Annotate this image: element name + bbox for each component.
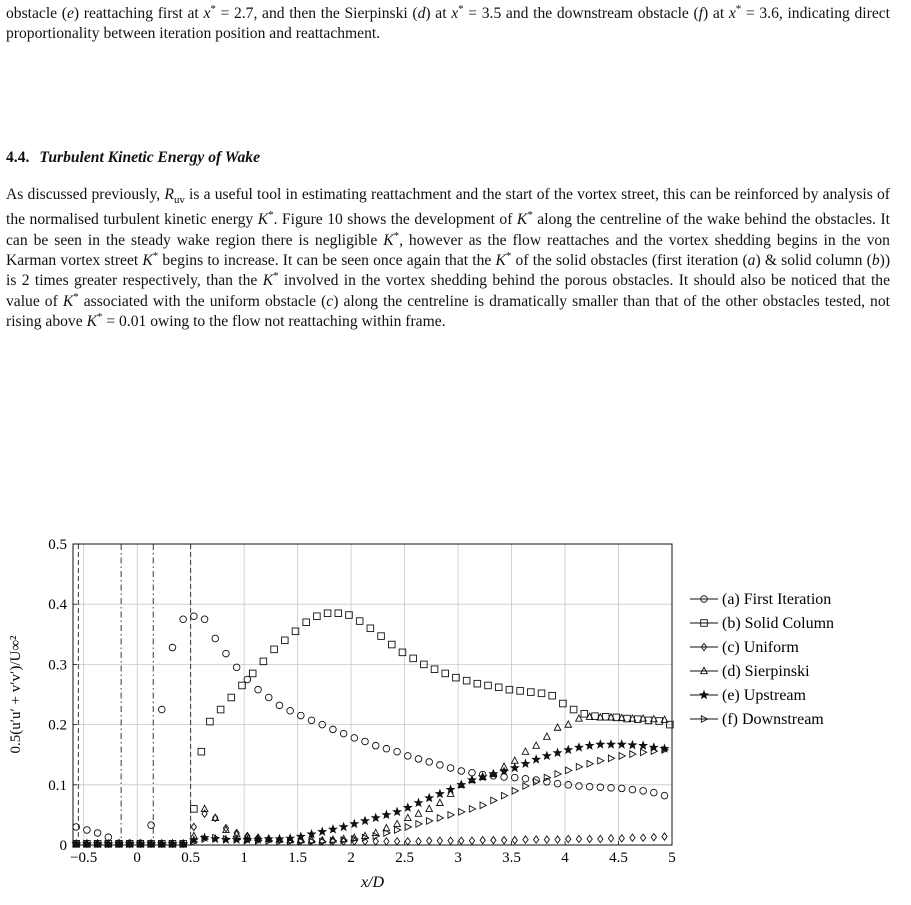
data-point-square — [314, 613, 321, 620]
data-point-square — [474, 680, 481, 687]
data-point-circle — [223, 650, 230, 657]
data-point-circle — [298, 712, 305, 719]
data-point-square — [367, 625, 374, 632]
data-point-square — [581, 710, 588, 717]
data-point-diamond — [534, 836, 539, 843]
data-point-star — [554, 749, 562, 756]
data-point-triangle-up — [404, 814, 411, 820]
data-point-square — [260, 658, 267, 665]
data-point-circle — [447, 765, 454, 772]
data-point-triangle-up — [533, 742, 540, 748]
data-point-star — [564, 746, 572, 753]
data-point-square — [217, 706, 224, 713]
data-point-star — [618, 741, 626, 748]
data-point-circle — [148, 822, 155, 829]
data-point-star — [329, 825, 337, 832]
x-tick-label: 0.5 — [181, 850, 201, 866]
data-point-circle — [629, 786, 636, 793]
x-axis-label: x/D — [360, 874, 385, 891]
data-point-diamond — [630, 834, 635, 841]
data-point-star — [372, 814, 380, 821]
data-point-square — [281, 637, 288, 644]
data-point-triangle-right — [566, 767, 572, 774]
data-point-star — [308, 830, 316, 837]
data-point-star — [543, 752, 551, 759]
data-point-triangle-up — [565, 721, 572, 727]
data-point-square — [249, 670, 256, 677]
data-point-triangle-right — [523, 783, 529, 790]
y-tick-label: 0.3 — [48, 657, 67, 674]
data-point-diamond — [416, 838, 421, 845]
plot-frame — [73, 544, 672, 845]
data-point-circle — [287, 707, 294, 714]
data-point-triangle-right — [587, 760, 593, 767]
data-point-diamond — [608, 835, 613, 842]
data-point-square — [271, 646, 278, 653]
data-point-triangle-right — [394, 827, 400, 834]
data-point-circle — [426, 759, 433, 766]
x-tick-label: 4 — [561, 850, 569, 866]
data-point-star — [393, 808, 401, 815]
section-heading — [6, 149, 260, 167]
data-point-triangle-right — [427, 818, 433, 825]
y-tick-label: 0.2 — [48, 717, 67, 734]
data-point-triangle-right — [555, 771, 561, 778]
data-point-star — [436, 790, 444, 797]
data-point-diamond — [448, 837, 453, 844]
data-point-triangle-up — [426, 805, 433, 811]
data-point-diamond — [469, 837, 474, 844]
data-point-star — [425, 794, 433, 801]
data-point-star — [532, 756, 540, 763]
data-point-diamond — [598, 835, 603, 842]
data-point-star — [639, 742, 647, 749]
x-tick-label: 1 — [240, 850, 248, 866]
data-point-circle — [340, 730, 347, 737]
data-point-diamond — [427, 837, 432, 844]
data-point-square — [528, 689, 535, 696]
data-point-triangle-right — [640, 749, 646, 756]
data-point-diamond — [576, 835, 581, 842]
data-point-diamond — [640, 834, 645, 841]
data-point-circle — [651, 789, 658, 796]
data-point-circle — [404, 753, 411, 760]
data-point-square — [228, 694, 235, 701]
body-paragraph: As discussed previously, $R_{uv}$ is a useful tool in estimating reattachment and the start of the vortex street, this can be reinforced by analysis of the normalised turbulent kinetic energy K*. Figure 10 shows the development of K* along the centreline of the wake behind the obstacles. It can be seen in the steady wake region there is negligible K*, however as the flow reattaches and the vortex shedding begins in the von Karman vortex street K* begins to increase. It can be seen once again that the K* of the solid obstacles (first iteration (a) & solid column (b)) is 2 times greater respectively, than the K* involved in the vortex shedding behind the porous obstacles. It should also be noticed that the value of K* associated with the uniform obstacle (c) along the centreline is dramatically smaller than that of the other obstacles tested, not rising above K* = 0.01 owing to the flow not reattaching within frame. — [6, 186, 891, 330]
data-point-circle — [608, 785, 615, 792]
data-point-circle — [94, 830, 101, 837]
data-point-square — [549, 692, 556, 699]
data-point-triangle-right — [512, 788, 518, 795]
data-point-circle — [586, 783, 593, 790]
data-point-diamond — [566, 835, 571, 842]
legend-label: (e) Upstream — [722, 687, 806, 704]
data-point-star — [351, 820, 359, 827]
data-point-triangle-right — [630, 751, 636, 758]
data-point-circle — [169, 644, 176, 651]
tke-chart — [0, 520, 911, 900]
data-point-circle — [276, 702, 283, 709]
legend-entry — [690, 615, 834, 632]
data-point-triangle-right — [501, 792, 507, 799]
data-point-circle — [640, 788, 647, 795]
data-point-circle — [511, 774, 518, 781]
data-point-circle — [618, 785, 625, 792]
data-point-diamond — [491, 837, 496, 844]
legend-entry — [690, 639, 799, 656]
data-point-circle — [522, 775, 529, 782]
data-point-square — [517, 688, 524, 695]
data-point-diamond — [459, 837, 464, 844]
data-point-star — [340, 823, 348, 830]
x-tick-label: −0.5 — [70, 850, 98, 866]
data-point-square — [303, 619, 310, 626]
data-point-diamond — [544, 836, 549, 843]
data-point-triangle-right — [598, 757, 604, 764]
data-point-square — [324, 610, 331, 617]
data-point-circle — [265, 694, 272, 701]
section-title: Turbulent Kinetic Energy of Wake — [39, 149, 261, 166]
legend-entry — [690, 711, 824, 728]
data-point-star — [522, 760, 530, 767]
data-point-star — [383, 811, 391, 818]
data-point-triangle-up — [415, 810, 422, 816]
x-tick-label: 2.5 — [395, 850, 414, 866]
data-point-star — [404, 804, 412, 811]
data-point-circle — [180, 616, 187, 623]
data-point-triangle-right — [416, 821, 422, 828]
data-point-circle — [383, 745, 390, 752]
data-point-triangle-up — [544, 733, 551, 739]
data-point-circle — [437, 762, 444, 769]
data-point-triangle-right — [459, 809, 465, 816]
data-point-circle — [351, 735, 358, 742]
legend-label: (b) Solid Column — [722, 615, 835, 632]
legend-label: (f) Downstream — [722, 711, 824, 728]
data-point-square — [431, 666, 438, 673]
data-point-square — [191, 806, 198, 813]
x-tick-label: 5 — [668, 850, 676, 866]
data-point-circle — [554, 780, 561, 787]
data-point-square — [207, 718, 214, 725]
intro-paragraph: obstacle (e) reattaching first at x* = 2.7, and then the Sierpinski (d) at x* = 3.5 and the downstream obstacle (f) at x* = 3.6, indicating direct proportionality between iteration position and reattachment. — [6, 2, 890, 43]
data-point-diamond — [651, 834, 656, 841]
data-point-star — [575, 744, 583, 751]
y-axis-label: 0.5(u′u′ + v′v′)/U∞² — [8, 635, 24, 754]
data-point-circle — [201, 616, 208, 623]
data-point-circle — [576, 783, 583, 790]
data-point-diamond — [662, 833, 667, 840]
data-point-circle — [84, 827, 91, 834]
data-point-square — [538, 690, 545, 697]
data-point-triangle-right — [480, 802, 486, 809]
data-point-square — [356, 618, 363, 625]
data-point-triangle-right — [576, 763, 582, 770]
data-point-star — [415, 799, 423, 806]
data-point-triangle-right — [491, 797, 497, 804]
data-point-circle — [415, 756, 422, 763]
data-point-star — [511, 764, 519, 771]
y-tick-label: 0.5 — [48, 537, 67, 553]
data-point-triangle-right — [608, 755, 614, 762]
legend-entry — [690, 687, 807, 704]
x-tick-label: 1.5 — [288, 850, 307, 866]
data-point-star — [586, 742, 594, 749]
data-point-triangle-right — [405, 824, 411, 831]
data-point-square — [485, 682, 492, 689]
data-point-circle — [158, 706, 165, 713]
data-point-square — [378, 633, 385, 640]
data-point-square — [570, 706, 577, 713]
data-point-triangle-right — [437, 815, 443, 822]
data-point-star — [607, 741, 615, 748]
data-point-square — [388, 641, 395, 648]
data-point-triangle-right — [619, 753, 625, 760]
data-point-circle — [661, 792, 668, 799]
data-point-circle — [372, 742, 379, 749]
x-tick-label: 3 — [454, 850, 462, 866]
data-point-star — [597, 741, 605, 748]
data-point-star — [629, 741, 637, 748]
data-point-square — [495, 684, 502, 691]
section-number: 4.4. — [6, 149, 30, 166]
data-point-circle — [362, 738, 369, 745]
data-point-diamond — [437, 837, 442, 844]
data-point-triangle-up — [511, 757, 518, 763]
data-point-diamond — [480, 837, 485, 844]
data-point-diamond — [555, 836, 560, 843]
y-tick-label: 0.4 — [48, 597, 67, 614]
data-point-square — [198, 748, 205, 755]
data-point-triangle-right — [534, 778, 540, 785]
data-point-diamond — [512, 837, 517, 844]
data-point-diamond — [191, 823, 196, 830]
legend-entry — [690, 663, 810, 680]
data-point-square — [410, 655, 417, 662]
data-point-square — [442, 670, 449, 677]
legend-label: (d) Sierpinski — [722, 663, 810, 680]
data-point-circle — [458, 768, 465, 775]
data-point-star — [318, 828, 326, 835]
data-point-diamond — [619, 835, 624, 842]
y-tick-label: 0.1 — [48, 777, 67, 794]
legend-label: (a) First Iteration — [722, 591, 832, 608]
data-point-circle — [191, 613, 198, 620]
x-tick-label: 2 — [347, 850, 355, 866]
data-point-triangle-up — [437, 799, 444, 805]
data-point-diamond — [587, 835, 592, 842]
data-point-star — [361, 817, 369, 824]
data-point-diamond — [384, 838, 389, 845]
data-point-square — [335, 610, 342, 617]
data-point-triangle-up — [522, 748, 529, 754]
data-point-star — [447, 786, 455, 793]
figure-chart — [0, 520, 911, 905]
data-point-circle — [212, 635, 219, 642]
x-tick-label: 4.5 — [609, 850, 628, 866]
data-point-circle — [308, 717, 315, 724]
data-point-circle — [330, 726, 337, 733]
legend-entry — [690, 591, 831, 608]
data-point-circle — [233, 664, 240, 671]
data-point-diamond — [501, 837, 506, 844]
data-point-diamond — [394, 838, 399, 845]
data-point-square — [463, 677, 470, 684]
data-point-triangle-up — [394, 820, 401, 826]
data-point-circle — [394, 748, 401, 755]
data-point-circle — [255, 686, 262, 693]
data-point-triangle-right — [448, 812, 454, 819]
x-tick-label: 3.5 — [502, 850, 521, 866]
data-point-triangle-right — [469, 806, 475, 813]
x-tick-label: 0 — [133, 850, 141, 866]
y-tick-label: 0 — [59, 838, 67, 854]
data-point-diamond — [523, 836, 528, 843]
legend-label: (c) Uniform — [722, 639, 799, 656]
data-point-diamond — [405, 838, 410, 845]
